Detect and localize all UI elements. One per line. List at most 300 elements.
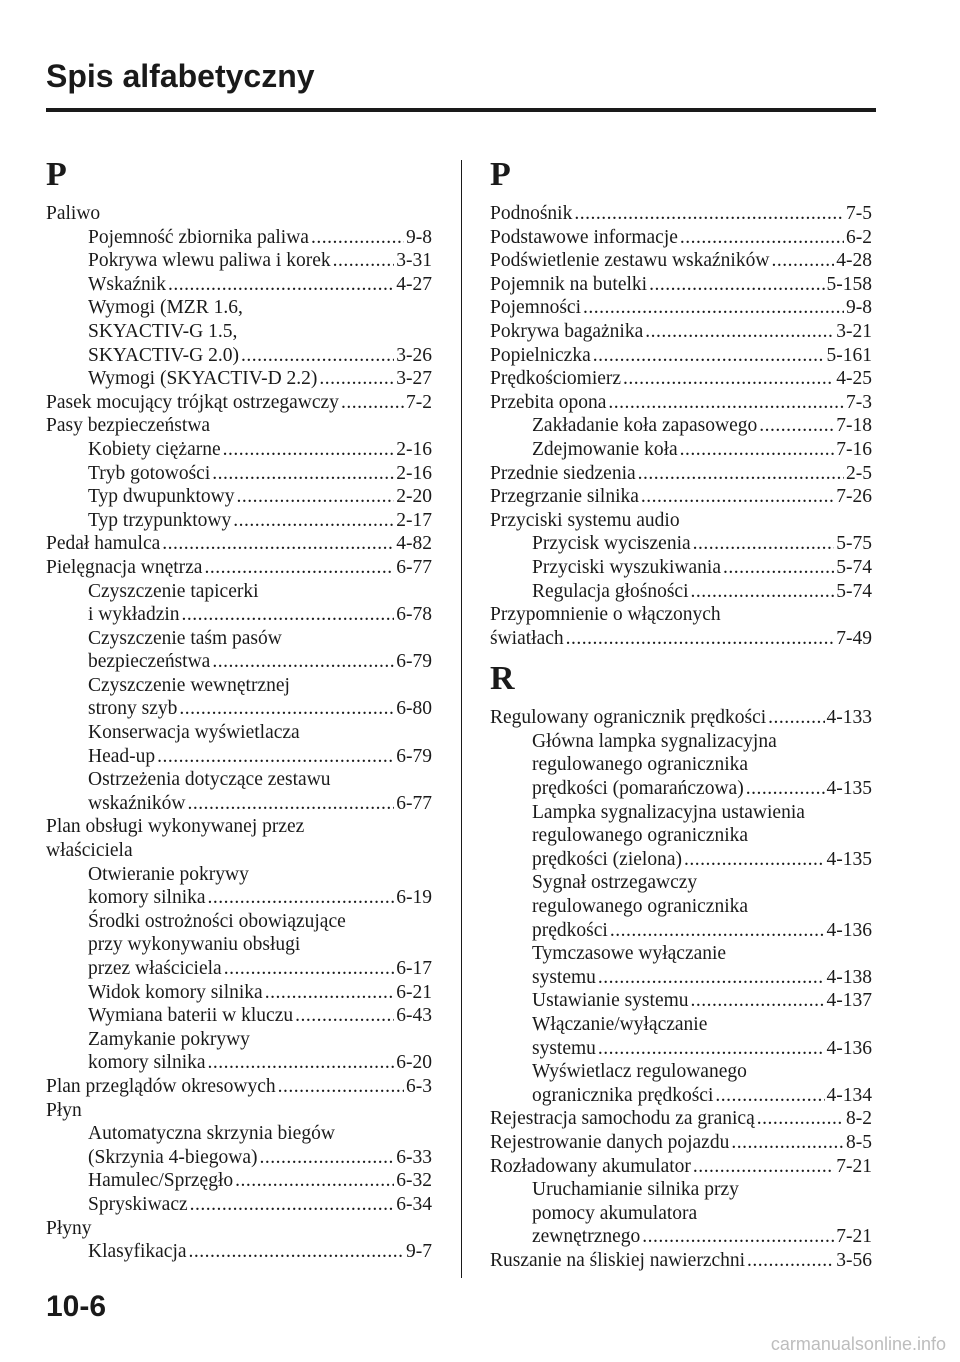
dot-leader [190, 1193, 395, 1217]
entry-page-ref: 6-2 [846, 226, 872, 248]
index-subentry [46, 273, 432, 297]
entry-text: Płyn [46, 1099, 82, 1121]
index-subentry [46, 863, 432, 887]
index-subentry [46, 1122, 432, 1146]
index-subentry [46, 674, 432, 698]
index-subentry [46, 580, 432, 604]
index-subentry [46, 792, 432, 816]
entry-page-ref: 8-5 [846, 1131, 872, 1153]
index-column-right [490, 152, 872, 1273]
index-entry [46, 202, 432, 226]
entry-text: Podświetlenie zestawu wskaźników [490, 250, 770, 272]
dot-leader [241, 344, 394, 368]
index-subentry [46, 1169, 432, 1193]
entry-text: Regulowany ogranicznik prędkości [490, 707, 767, 729]
index-entry [490, 226, 872, 250]
entry-text: prędkości [532, 919, 608, 941]
entry-page-ref: 4-82 [396, 533, 432, 555]
page-header-title: Spis alfabetyczny [46, 58, 315, 94]
index-subentry [46, 1146, 432, 1170]
dot-leader [649, 273, 824, 297]
entry-text: Plan obsługi wykonywanej przez [46, 816, 305, 838]
entry-text: Czyszczenie tapicerki [88, 580, 259, 602]
dot-leader [642, 1225, 834, 1249]
dot-leader [691, 989, 825, 1013]
index-subentry [490, 966, 872, 990]
index-entry [490, 367, 872, 391]
entry-text: Ostrzeżenia dotyczące zestawu [88, 769, 331, 791]
entry-page-ref: 2-20 [396, 486, 432, 508]
dot-leader [208, 886, 395, 910]
entry-text: Zakładanie koła zapasowego [532, 415, 758, 437]
index-subentry [46, 1028, 432, 1052]
entry-page-ref: 4-134 [826, 1084, 872, 1106]
entry-text: Przebita opona [490, 391, 607, 413]
entry-page-ref: 4-136 [826, 1037, 872, 1059]
index-subentry [46, 462, 432, 486]
entry-text: Popielniczka [490, 344, 591, 366]
entry-text: Wymogi (SKYACTIV-D 2.2) [88, 368, 318, 390]
entry-page-ref: 7-26 [836, 486, 872, 508]
entry-text: i wykładzin [88, 604, 180, 626]
entry-text: Włączanie/wyłączanie [532, 1014, 708, 1035]
dot-leader [759, 414, 834, 438]
entry-text: Wskaźnik [88, 273, 166, 295]
dot-leader [319, 367, 394, 391]
entry-text: Pasy bezpieczeństwa [46, 415, 211, 437]
entry-text: Podstawowe informacje [490, 226, 678, 248]
entry-page-ref: 6-17 [396, 958, 432, 979]
entry-page-ref: 6-79 [396, 745, 432, 767]
dot-leader [746, 777, 825, 801]
entry-text: Przednie siedzenia [490, 462, 636, 484]
entry-text: Paliwo [46, 203, 101, 224]
dot-leader [235, 1169, 394, 1193]
index-subentry [46, 603, 432, 627]
index-subentry [46, 745, 432, 769]
dot-leader [278, 1075, 404, 1099]
entry-text: Płyny [46, 1217, 92, 1239]
entry-page-ref: 8-2 [846, 1108, 872, 1130]
index-subentry [46, 226, 432, 250]
entry-text: Przyciski systemu audio [490, 509, 680, 531]
dot-leader [691, 580, 835, 604]
entry-page-ref: 2-17 [396, 509, 432, 531]
dot-leader [259, 1146, 394, 1170]
index-subentry [46, 296, 432, 320]
entry-text: Head-up [88, 745, 156, 767]
entry-text: Zamykanie pokrywy [88, 1028, 250, 1050]
dot-leader [680, 226, 844, 250]
entry-text: ogranicznika prędkości [532, 1084, 714, 1106]
watermark: carmanualsonline.info [770, 1334, 946, 1354]
entry-page-ref: 3-31 [396, 250, 432, 272]
dot-leader [233, 509, 394, 533]
entry-page-ref: 4-135 [826, 778, 872, 800]
entry-page-ref: 3-27 [396, 368, 432, 390]
entry-page-ref: 7-5 [846, 203, 872, 224]
entry-text: Rejestrowanie danych pojazdu [490, 1131, 730, 1153]
entry-text: światłach [490, 627, 564, 649]
index-entry [46, 532, 432, 556]
entry-text: Wymogi (MZR 1.6, [88, 297, 243, 319]
dot-leader [208, 1051, 395, 1075]
index-subentry [46, 485, 432, 509]
index-subentry [490, 919, 872, 943]
entry-page-ref: 3-21 [836, 320, 872, 342]
entry-text: Ruszanie na śliskiej nawierzchni [490, 1249, 746, 1271]
dot-leader [212, 462, 394, 486]
entry-page-ref: 9-7 [406, 1241, 432, 1263]
entry-page-ref: 6-78 [396, 604, 432, 626]
index-entry [490, 1249, 872, 1273]
index-subentry [490, 824, 872, 848]
entry-page-ref: 4-133 [826, 707, 872, 729]
dot-leader [162, 532, 394, 556]
index-subentry [46, 320, 432, 344]
dot-leader [223, 438, 395, 462]
dot-leader [295, 1004, 394, 1028]
entry-text: bezpieczeństwa [88, 651, 211, 673]
entry-text: systemu [532, 966, 596, 988]
index-entry [46, 414, 432, 438]
entry-page-ref: 9-8 [406, 226, 432, 248]
dot-leader [265, 981, 395, 1005]
dot-leader [182, 603, 395, 627]
dot-leader [638, 462, 844, 486]
entry-text: prędkości (zielona) [532, 848, 682, 870]
dot-leader [598, 1037, 825, 1061]
page-number: 10-6 [46, 1290, 107, 1323]
index-subentry [490, 777, 872, 801]
entry-text: (Skrzynia 4-biegowa) [88, 1146, 258, 1168]
entry-text: Podnośnik [490, 203, 573, 224]
dot-leader [179, 697, 394, 721]
entry-text: Przycisk wyciszenia [532, 533, 691, 555]
entry-text: Widok komory silnika [88, 981, 263, 1003]
index-subentry [46, 721, 432, 745]
entry-page-ref: 7-16 [836, 438, 872, 460]
dot-leader [684, 848, 825, 872]
entry-page-ref: 6-77 [396, 556, 432, 578]
index-entry [490, 391, 872, 415]
dot-leader [212, 650, 394, 674]
entry-text: Sygnał ostrzegawczy [532, 872, 698, 894]
dot-leader [645, 320, 834, 344]
dot-leader [757, 1107, 844, 1131]
dot-leader [593, 344, 825, 368]
index-entry [46, 1099, 432, 1123]
entry-text: Typ trzypunktowy [88, 509, 232, 531]
index-subentry [490, 1202, 872, 1226]
dot-leader [341, 391, 404, 415]
dot-leader [189, 1240, 404, 1264]
section-letter: P [490, 156, 511, 193]
index-subentry [490, 1225, 872, 1249]
entry-text: Pojemnik na butelki [490, 273, 648, 295]
index-entry [490, 627, 872, 651]
entry-page-ref: 3-56 [836, 1249, 872, 1271]
section-letter: R [490, 660, 515, 698]
entry-text: Regulacja głośności [532, 580, 689, 602]
entry-page-ref: 6-19 [396, 887, 432, 909]
entry-page-ref: 7-21 [836, 1226, 872, 1248]
entry-text: Przypomnienie o włączonych [490, 604, 721, 626]
entry-text: Tryb gotowości [88, 462, 211, 484]
dot-leader [715, 1084, 824, 1108]
index-subentry [490, 438, 872, 462]
index-entry [490, 1155, 872, 1179]
dot-leader [224, 957, 395, 981]
entry-page-ref: 4-137 [826, 990, 872, 1012]
index-subentry [490, 532, 872, 556]
dot-leader [731, 1131, 844, 1155]
entry-page-ref: 7-3 [846, 391, 872, 413]
dot-leader [771, 249, 834, 273]
dot-leader [747, 1249, 834, 1273]
entry-text: Pojemność zbiornika paliwa [88, 226, 309, 248]
index-entry [46, 815, 432, 839]
index-subentry [46, 1051, 432, 1075]
index-subentry [490, 1060, 872, 1084]
index-entry [490, 485, 872, 509]
index-subentry [46, 981, 432, 1005]
index-subentry [490, 989, 872, 1013]
entry-page-ref: 6-3 [406, 1075, 432, 1097]
index-subentry [46, 1193, 432, 1217]
index-entry [490, 273, 872, 297]
entry-text: Zdejmowanie koła [532, 438, 678, 460]
entry-text: Rozładowany akumulator [490, 1155, 691, 1177]
index-subentry [490, 730, 872, 754]
entry-page-ref: 2-16 [396, 462, 432, 484]
entry-text: zewnętrznego [532, 1226, 641, 1248]
entry-text: przy wykonywaniu obsługi [88, 934, 301, 956]
index-entry [490, 1107, 872, 1131]
index-entry [490, 249, 872, 273]
index-subentry [490, 414, 872, 438]
index-subentry [46, 509, 432, 533]
entry-page-ref: 4-138 [826, 966, 872, 988]
entry-text: Otwieranie pokrywy [88, 863, 249, 885]
index-subentry [46, 1004, 432, 1028]
index-subentry [490, 1013, 872, 1037]
index-subentry [490, 1084, 872, 1108]
entry-page-ref: 6-33 [396, 1146, 432, 1168]
entry-text: Pedał hamulca [46, 533, 161, 555]
index-subentry [46, 886, 432, 910]
index-entry [490, 320, 872, 344]
entry-text: właściciela [46, 840, 133, 862]
index-subentry [490, 556, 872, 580]
entry-text: przez właściciela [88, 958, 222, 979]
dot-leader [157, 745, 394, 769]
dot-leader [204, 556, 394, 580]
index-subentry [46, 910, 432, 934]
index-entry [490, 344, 872, 368]
section-letter: P [46, 156, 67, 193]
entry-page-ref: 6-77 [396, 792, 432, 814]
index-subentry [490, 942, 872, 966]
entry-text: strony szyb [88, 698, 178, 720]
index-subentry [490, 871, 872, 895]
index-entry [490, 509, 872, 533]
index-subentry [490, 801, 872, 825]
entry-text: systemu [532, 1037, 596, 1059]
entry-text: Lampka sygnalizacyjna ustawienia [532, 801, 805, 823]
dot-leader [693, 532, 835, 556]
dot-leader [237, 485, 395, 509]
entry-page-ref: 7-2 [406, 391, 432, 413]
index-subentry [46, 768, 432, 792]
entry-page-ref: 5-74 [836, 556, 872, 578]
entry-page-ref: 3-26 [396, 344, 432, 366]
entry-page-ref: 2-5 [846, 462, 872, 484]
entry-text: Konserwacja wyświetlacza [88, 722, 300, 744]
entry-page-ref: 4-135 [826, 848, 872, 870]
entry-text: komory silnika [88, 887, 206, 909]
entry-text: Typ dwupunktowy [88, 486, 235, 508]
entry-text: Kobiety ciężarne [88, 438, 221, 460]
column-divider [461, 160, 462, 1278]
entry-text: Przegrzanie silnika [490, 486, 639, 508]
entry-text: Pokrywa wlewu paliwa i korek [88, 250, 331, 272]
index-entry [490, 462, 872, 486]
dot-leader [598, 966, 825, 990]
index-entry [46, 556, 432, 580]
dot-leader [574, 202, 844, 226]
entry-text: regulowanego ogranicznika [532, 825, 749, 847]
entry-text: Czyszczenie wewnętrznej [88, 674, 290, 696]
index-subentry [46, 249, 432, 273]
entry-text: Plan przeglądów okresowych [46, 1075, 276, 1097]
index-subentry [490, 1037, 872, 1061]
index-entry [46, 839, 432, 863]
dot-leader [168, 273, 394, 297]
index-subentry [490, 1178, 872, 1202]
index-subentry [46, 933, 432, 957]
entry-page-ref: 7-18 [836, 415, 872, 437]
entry-text: Pasek mocujący trójkąt ostrzegawczy [46, 391, 339, 413]
dot-leader [187, 792, 394, 816]
index-entry [46, 1217, 432, 1241]
entry-page-ref: 2-16 [396, 438, 432, 460]
index-subentry [46, 1240, 432, 1264]
dot-leader [583, 296, 844, 320]
entry-text: pomocy akumulatora [532, 1202, 698, 1224]
index-subentry [490, 580, 872, 604]
index-entry [490, 296, 872, 320]
entry-page-ref: 6-21 [396, 981, 432, 1003]
entry-text: Hamulec/Sprzęgło [88, 1170, 234, 1192]
dot-leader [623, 367, 834, 391]
dot-leader [610, 919, 825, 943]
entry-page-ref: 6-20 [396, 1052, 432, 1074]
entry-text: Prędkościomierz [490, 368, 622, 390]
entry-text: Główna lampka sygnalizacyjna [532, 730, 777, 752]
dot-leader [311, 226, 404, 250]
index-entry [490, 603, 872, 627]
entry-page-ref: 4-28 [836, 250, 872, 272]
dot-leader [723, 556, 834, 580]
index-subentry [46, 650, 432, 674]
index-subentry [490, 753, 872, 777]
entry-text: Pokrywa bagażnika [490, 320, 644, 342]
entry-page-ref: 4-136 [826, 919, 872, 941]
entry-page-ref: 7-21 [836, 1155, 872, 1177]
entry-page-ref: 5-158 [826, 273, 872, 295]
entry-text: prędkości (pomarańczowa) [532, 778, 744, 800]
index-subentry [46, 957, 432, 981]
index-column-left [46, 152, 432, 1264]
entry-page-ref: 6-34 [396, 1193, 432, 1215]
index-subentry [46, 344, 432, 368]
entry-page-ref: 5-75 [836, 533, 872, 555]
entry-text: Wyświetlacz regulowanego [532, 1061, 747, 1083]
entry-text: wskaźników [88, 792, 186, 814]
index-subentry [46, 697, 432, 721]
entry-text: Wymiana baterii w kluczu [88, 1005, 294, 1027]
entry-text: Uruchamianie silnika przy [532, 1179, 739, 1201]
dot-leader [693, 1155, 834, 1179]
dot-leader [566, 627, 835, 651]
entry-page-ref: 7-49 [836, 627, 872, 649]
entry-text: Czyszczenie taśm pasów [88, 627, 282, 649]
dot-leader [768, 706, 824, 730]
header-rule [46, 108, 876, 112]
entry-text: Ustawianie systemu [532, 990, 689, 1012]
entry-text: Spryskiwacz [88, 1193, 188, 1215]
index-subentry [490, 848, 872, 872]
entry-page-ref: 5-74 [836, 580, 872, 602]
entry-page-ref: 6-79 [396, 651, 432, 673]
entry-page-ref: 6-80 [396, 698, 432, 720]
entry-text: Środki ostrożności obowiązujące [88, 910, 346, 932]
index-entry [490, 1131, 872, 1155]
index-subentry [46, 367, 432, 391]
index-entry [46, 391, 432, 415]
entry-page-ref: 6-32 [396, 1170, 432, 1192]
dot-leader [641, 485, 834, 509]
entry-page-ref: 5-161 [826, 344, 872, 366]
entry-text: regulowanego ogranicznika [532, 896, 749, 918]
entry-text: SKYACTIV-G 2.0) [88, 344, 239, 366]
dot-leader [608, 391, 844, 415]
entry-text: Automatyczna skrzynia biegów [88, 1123, 335, 1145]
entry-page-ref: 9-8 [846, 297, 872, 319]
entry-text: Przyciski wyszukiwania [532, 556, 722, 578]
index-subentry [46, 627, 432, 651]
dot-leader [680, 438, 835, 462]
entry-text: Rejestracja samochodu za granicą [490, 1108, 755, 1130]
entry-text: Tymczasowe wyłączanie [532, 943, 727, 965]
entry-text: SKYACTIV-G 1.5, [88, 320, 238, 342]
entry-text: Pielęgnacja wnętrza [46, 556, 203, 578]
index-entry [490, 706, 872, 730]
dot-leader [333, 249, 395, 273]
index-entry [490, 202, 872, 226]
index-subentry [46, 438, 432, 462]
entry-text: regulowanego ogranicznika [532, 754, 749, 776]
index-subentry [490, 895, 872, 919]
entry-page-ref: 4-27 [396, 273, 432, 295]
entry-page-ref: 4-25 [836, 368, 872, 390]
index-entry [46, 1075, 432, 1099]
entry-text: Pojemności [490, 297, 581, 319]
entry-page-ref: 6-43 [396, 1005, 432, 1027]
entry-text: Klasyfikacja [88, 1241, 187, 1263]
entry-text: komory silnika [88, 1052, 206, 1074]
